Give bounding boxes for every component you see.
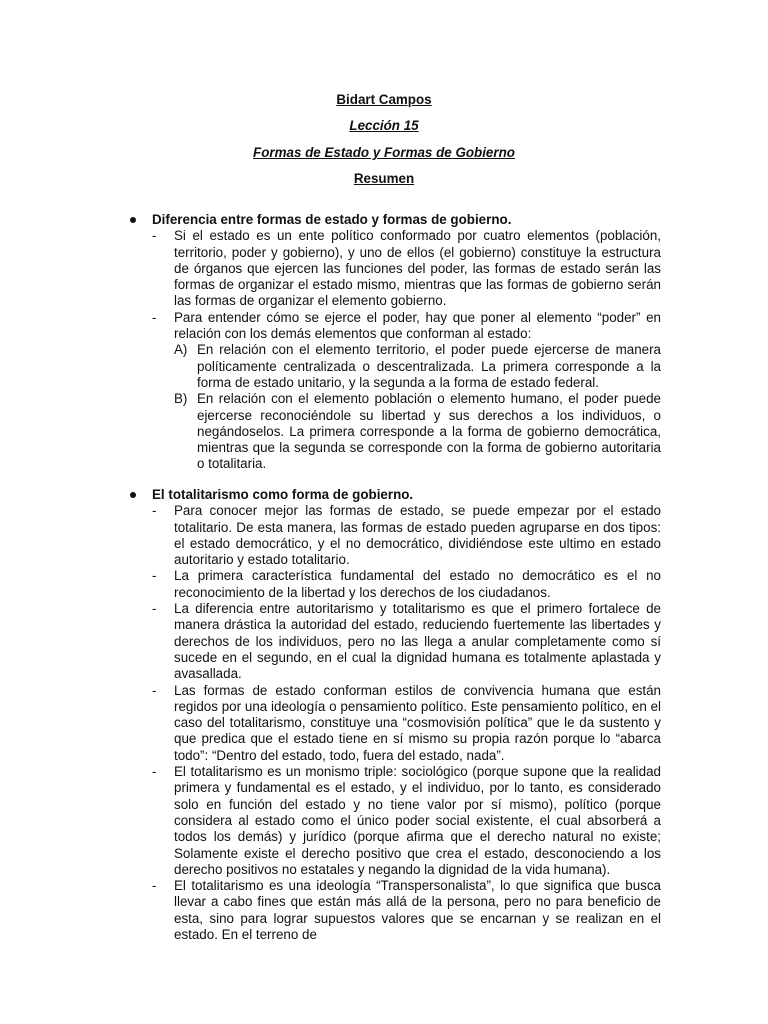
list-item (0, 683, 768, 764)
section-totalitarismo (0, 487, 768, 943)
topic-title: Formas de Estado y Formas de Gobierno (253, 145, 515, 160)
lesson-title: Lección 15 (349, 118, 419, 133)
sub-item-text: En relación con el elemento territorio, el poder puede ejercerse de manera políticamente centralizada o descentralizada. La primera corresponde a la forma de estado unitario, y la segunda a la forma de estado federal. (197, 342, 661, 390)
dash-marker: - (152, 309, 157, 325)
list-item (0, 568, 768, 601)
item-text: Si el estado es un ente político conformado por cuatro elementos (población, territorio, poder y gobierno), y uno de ellos (el gobierno) constituye la estructura de órganos que ejercen las funciones del poder, las formas de estado serán las formas de organizar el estado mismo, mientras que las formas de gobierno serán las formas de organizar el elemento gobierno. (174, 228, 661, 309)
bullet-icon (130, 492, 136, 498)
dash-marker: - (152, 682, 157, 698)
sub-item (0, 342, 768, 391)
section-diferencia (0, 212, 768, 473)
item-text: El totalitarismo es una ideología “Transpersonalista”, lo que significa que busca llevar a cabo fines que están más allá de la persona, pero no para beneficio de esta, sino para lograr supuestos valores que se encarnan y se realizan en el estado. En el terreno de (174, 878, 661, 943)
item-text: La primera característica fundamental del estado no democrático es el no reconocimiento de la libertad y los derechos de los ciudadanos. (174, 568, 661, 600)
sub-item-text: En relación con el elemento población o elemento humano, el poder puede ejercerse reconociéndole su libertad y sus derechos a los individuos, o negándoselos. La primera corresponde a la forma de gobierno democrática, mientras que la segunda se corresponde con la forma de gobierno autoritaria o totalitaria. (197, 391, 661, 472)
dash-marker: - (152, 503, 157, 519)
section-heading: El totalitarismo como forma de gobierno. (152, 487, 414, 502)
list-item (0, 601, 768, 682)
bullet-icon (130, 217, 136, 223)
dash-marker: - (152, 878, 157, 894)
list-item (0, 310, 768, 343)
item-text: Las formas de estado conforman estilos de convivencia humana que están regidos por una ideología o pensamiento político. Este pensamiento político, en el caso del totalitarismo, constituye una “cosmovisión política” que le da sustento y que predica que el estado tiene en sí mismo su propia razón porque lo “abarca todo”: “Dentro del estado, todo, fuera del estado, nada”. (174, 682, 661, 763)
sub-item-label: A) (174, 342, 188, 358)
list-item (0, 228, 768, 309)
bullet-heading (0, 212, 768, 228)
author-title: Bidart Campos (336, 92, 432, 107)
list-item (0, 878, 768, 943)
dash-marker: - (152, 228, 157, 244)
sub-item-label: B) (174, 391, 188, 407)
list-item (0, 503, 768, 568)
item-text: La diferencia entre autoritarismo y totalitarismo es que el primero fortalece de manera drástica la autoridad del estado, reduciendo fuertemente las libertades y derechos de los individuos, pero no las llega a anular completamente como sí sucede en el segundo, en el cual la dignidad humana es totalmente aplastada y avasallada. (174, 601, 661, 682)
dash-marker: - (152, 568, 157, 584)
item-text: Para entender cómo se ejerce el poder, hay que poner al elemento “poder” en relación con los demás elementos que conforman al estado: (174, 309, 661, 342)
bullet-heading (0, 487, 768, 503)
item-text: El totalitarismo es un monismo triple: sociológico (porque supone que la realidad primera y fundamental es el estado, y el individuo, por lo tanto, es considerado solo en función del estado y no tiene valor por sí mismo), político (porque considera al estado como el único poder social existente, el cual absorberá a todos los demás) y jurídico (porque afirma que el derecho natural no existe; Solamente existe el derecho positivo que crea el estado, desconociendo a los derecho positivos no estatales y negando la dignidad de la vida humana). (174, 764, 661, 877)
dash-marker: - (152, 601, 157, 617)
dash-marker: - (152, 764, 157, 780)
item-text: Para conocer mejor las formas de estado, se puede empezar por el estado totalitario. De esta manera, las formas de estado pueden agruparse en dos tipos: el estado democrático, y el no democrático, dividiéndose este ultimo en estado autoritario y estado totalitario. (174, 503, 661, 568)
sub-item (0, 391, 768, 472)
list-item (0, 764, 768, 878)
summary-title: Resumen (353, 171, 415, 186)
section-heading: Diferencia entre formas de estado y formas de gobierno. (152, 212, 512, 227)
